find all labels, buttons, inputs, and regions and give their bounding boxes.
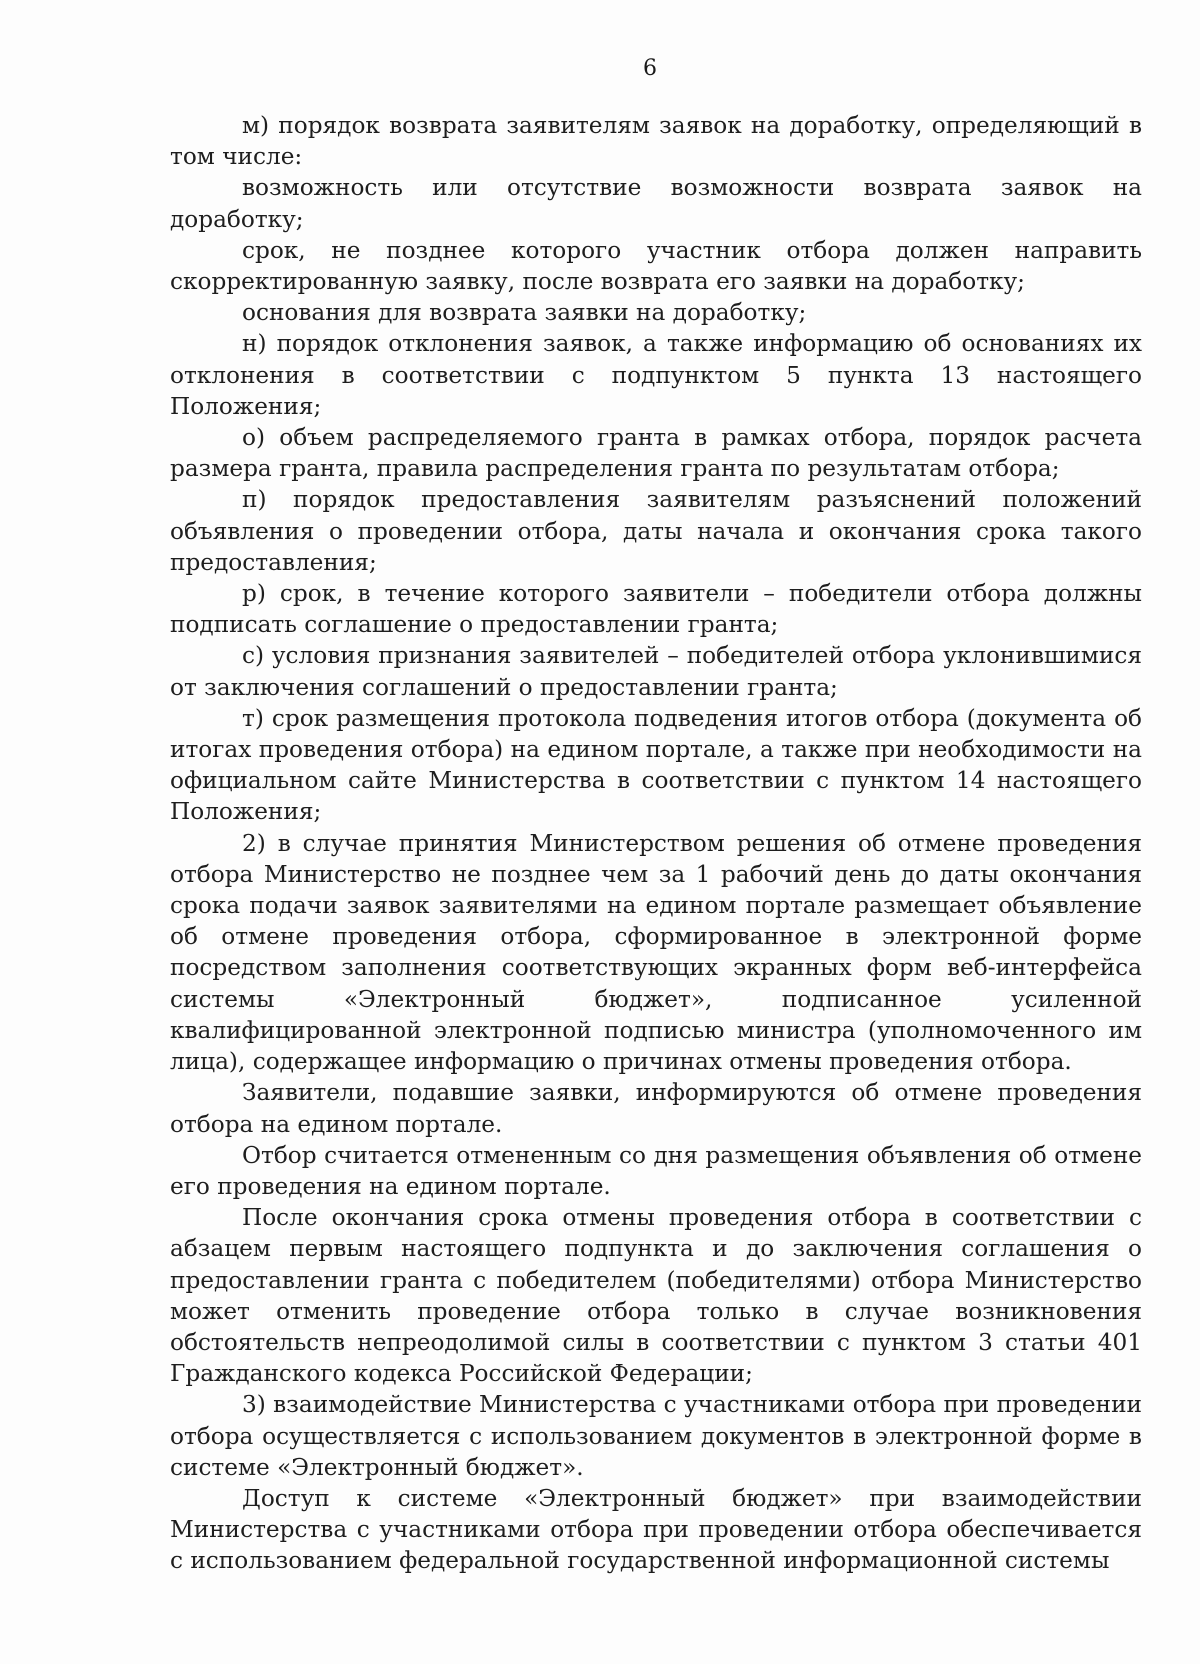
paragraph-applicants-informed: Заявители, подавшие заявки, информируются об отмене проведения отбора на едином портале. — [170, 1079, 1142, 1138]
paragraph-m-return-procedure: м) порядок возврата заявителям заявок на доработку, определяющий в том числе: — [170, 112, 1142, 171]
paragraph-selection-cancelled: Отбор считается отмененным со дня размещения объявления об отмене его проведения на едином портале. — [170, 1141, 1142, 1200]
paragraph-return-possibility: возможность или отсутствие возможности возврата заявок на доработку; — [170, 174, 1142, 233]
paragraph-n-rejection-procedure: н) порядок отклонения заявок, а также информацию об основаниях их отклонения в соответствии с подпунктом 5 пункта 13 настоящего Положения; — [170, 330, 1142, 420]
paragraph-system-access: Доступ к системе «Электронный бюджет» при взаимодействии Министерства с участниками отбора при проведении отбора обеспечивается с использованием федеральной государственной информационной системы — [170, 1484, 1142, 1575]
paragraph-t-protocol-deadline: т) срок размещения протокола подведения итогов отбора (документа об итогах проведения отбора) на едином портале, а также при необходимости на официальном сайте Министерства в соответствии с пунктом 14 настоящего Положения; — [170, 704, 1142, 826]
paragraph-3-electronic-interaction: 3) взаимодействие Министерства с участниками отбора при проведении отбора осуществляется с использованием документов в электронной форме в системе «Электронный бюджет». — [170, 1391, 1142, 1481]
paragraph-s-evasion-conditions: с) условия признания заявителей – победителей отбора уклонившимися от заключения соглашений о предоставлении гранта; — [170, 642, 1142, 701]
paragraph-r-signing-deadline: р) срок, в течение которого заявители – победители отбора должны подписать соглашение о предоставлении гранта; — [170, 580, 1142, 639]
document-body — [170, 110, 1142, 1577]
paragraph-o-grant-volume: о) объем распределяемого гранта в рамках отбора, порядок расчета размера гранта, правила распределения гранта по результатам отбора; — [170, 424, 1142, 483]
paragraph-return-grounds: основания для возврата заявки на доработку; — [242, 299, 807, 327]
paragraph-2-cancellation: 2) в случае принятия Министерством решения об отмене проведения отбора Министерство не позднее чем за 1 рабочий день до даты окончания срока подачи заявок заявителями на едином портале размещает объявление об отмене проведения отбора, сформированное в электронной форме посредством заполнения соответствующих экранных форм веб-интерфейса системы «Электронный бюджет», подписанное усиленной квалифицированной электронной подписью министра (уполномоченного им лица), содержащее информацию о причинах отмены проведения отбора. — [170, 829, 1142, 1076]
paragraph-resubmission-deadline: срок, не позднее которого участник отбора должен направить скорректированную заявку, после возврата его заявки на доработку; — [170, 236, 1142, 296]
page-number: 6 — [643, 56, 657, 81]
paragraph-p-clarifications: п) порядок предоставления заявителям разъяснений положений объявления о проведении отбора, даты начала и окончания срока такого предоставления; — [170, 486, 1142, 576]
paragraph-force-majeure: После окончания срока отмены проведения отбора в соответствии с абзацем первым настоящего подпункта и до заключения соглашения о предоставлении гранта с победителем (победителями) отбора Министерство может отменить проведение отбора только в случае возникновения обстоятельств непреодолимой силы в соответствии с пунктом 3 статьи 401 Гражданского кодекса Российской Федерации; — [170, 1204, 1142, 1388]
